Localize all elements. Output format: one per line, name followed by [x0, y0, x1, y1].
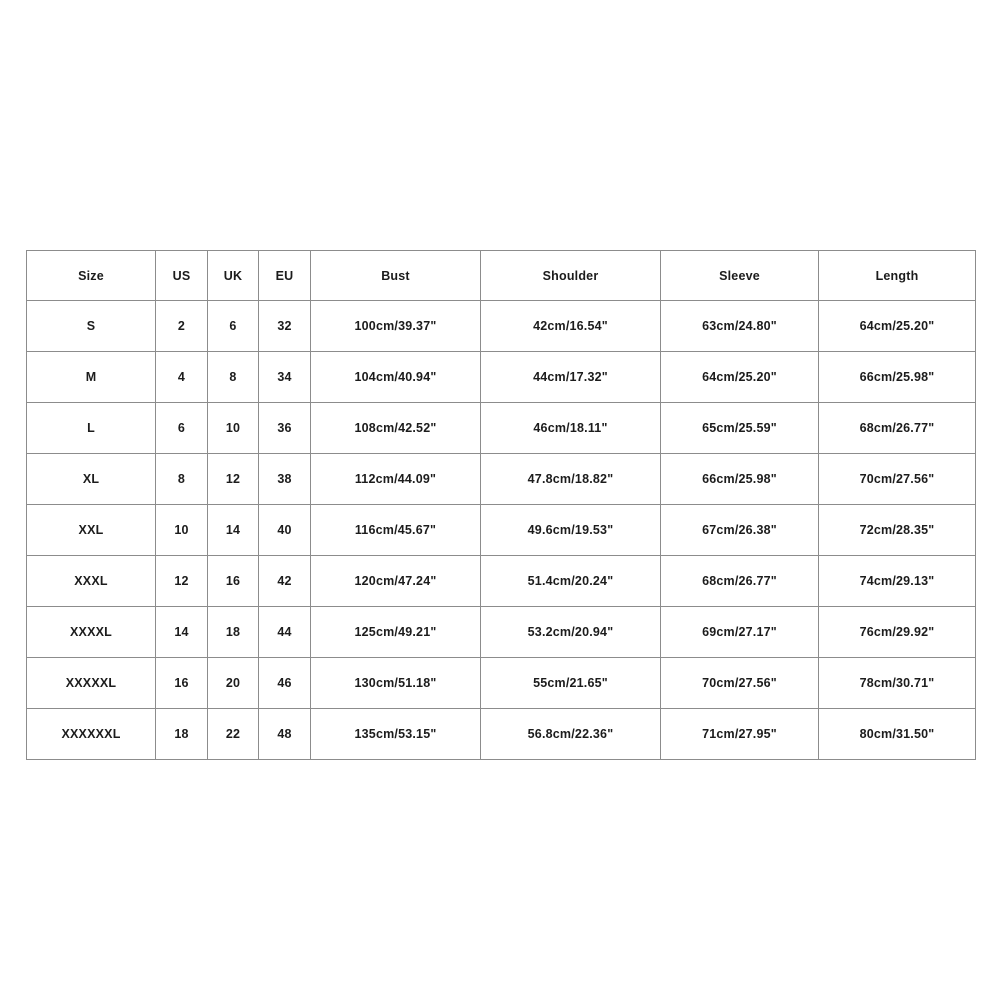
column-header-size: Size: [27, 251, 156, 301]
cell-length: 76cm/29.92": [819, 607, 976, 658]
cell-eu: 32: [259, 301, 311, 352]
column-header-length: Length: [819, 251, 976, 301]
cell-sleeve: 71cm/27.95": [661, 709, 819, 760]
cell-size: XXXXL: [27, 607, 156, 658]
cell-length: 74cm/29.13": [819, 556, 976, 607]
cell-length: 70cm/27.56": [819, 454, 976, 505]
cell-eu: 48: [259, 709, 311, 760]
cell-sleeve: 67cm/26.38": [661, 505, 819, 556]
cell-us: 8: [156, 454, 208, 505]
cell-sleeve: 66cm/25.98": [661, 454, 819, 505]
cell-length: 68cm/26.77": [819, 403, 976, 454]
cell-bust: 120cm/47.24": [311, 556, 481, 607]
table-row: [27, 403, 976, 454]
cell-bust: 108cm/42.52": [311, 403, 481, 454]
column-header-shoulder: Shoulder: [481, 251, 661, 301]
cell-us: 14: [156, 607, 208, 658]
table-row: [27, 556, 976, 607]
cell-us: 10: [156, 505, 208, 556]
cell-uk: 10: [208, 403, 259, 454]
cell-eu: 42: [259, 556, 311, 607]
cell-size: XL: [27, 454, 156, 505]
cell-bust: 130cm/51.18": [311, 658, 481, 709]
size-chart-table: [26, 250, 976, 760]
table-row: [27, 607, 976, 658]
cell-sleeve: 69cm/27.17": [661, 607, 819, 658]
cell-uk: 18: [208, 607, 259, 658]
cell-shoulder: 53.2cm/20.94": [481, 607, 661, 658]
cell-us: 6: [156, 403, 208, 454]
table-row: [27, 709, 976, 760]
column-header-sleeve: Sleeve: [661, 251, 819, 301]
cell-us: 12: [156, 556, 208, 607]
cell-size: M: [27, 352, 156, 403]
cell-sleeve: 64cm/25.20": [661, 352, 819, 403]
cell-size: L: [27, 403, 156, 454]
cell-shoulder: 56.8cm/22.36": [481, 709, 661, 760]
column-header-bust: Bust: [311, 251, 481, 301]
cell-sleeve: 70cm/27.56": [661, 658, 819, 709]
cell-shoulder: 51.4cm/20.24": [481, 556, 661, 607]
cell-eu: 34: [259, 352, 311, 403]
cell-size: XXXL: [27, 556, 156, 607]
cell-size: XXXXXL: [27, 658, 156, 709]
table-body: [27, 301, 976, 760]
cell-bust: 104cm/40.94": [311, 352, 481, 403]
cell-shoulder: 42cm/16.54": [481, 301, 661, 352]
table-header: [27, 251, 976, 301]
cell-shoulder: 47.8cm/18.82": [481, 454, 661, 505]
cell-uk: 12: [208, 454, 259, 505]
cell-sleeve: 68cm/26.77": [661, 556, 819, 607]
cell-uk: 16: [208, 556, 259, 607]
cell-us: 2: [156, 301, 208, 352]
cell-bust: 116cm/45.67": [311, 505, 481, 556]
cell-bust: 112cm/44.09": [311, 454, 481, 505]
cell-eu: 40: [259, 505, 311, 556]
cell-shoulder: 44cm/17.32": [481, 352, 661, 403]
cell-uk: 20: [208, 658, 259, 709]
cell-bust: 135cm/53.15": [311, 709, 481, 760]
cell-eu: 38: [259, 454, 311, 505]
table-row: [27, 658, 976, 709]
cell-sleeve: 65cm/25.59": [661, 403, 819, 454]
cell-uk: 22: [208, 709, 259, 760]
cell-us: 4: [156, 352, 208, 403]
cell-size: XXL: [27, 505, 156, 556]
size-chart-container: [26, 250, 975, 760]
column-header-us: US: [156, 251, 208, 301]
cell-length: 80cm/31.50": [819, 709, 976, 760]
cell-bust: 100cm/39.37": [311, 301, 481, 352]
cell-shoulder: 49.6cm/19.53": [481, 505, 661, 556]
cell-eu: 46: [259, 658, 311, 709]
cell-shoulder: 55cm/21.65": [481, 658, 661, 709]
table-row: [27, 301, 976, 352]
cell-uk: 6: [208, 301, 259, 352]
cell-us: 18: [156, 709, 208, 760]
cell-length: 66cm/25.98": [819, 352, 976, 403]
cell-us: 16: [156, 658, 208, 709]
table-header-row: [27, 251, 976, 301]
cell-size: S: [27, 301, 156, 352]
cell-shoulder: 46cm/18.11": [481, 403, 661, 454]
cell-sleeve: 63cm/24.80": [661, 301, 819, 352]
cell-eu: 36: [259, 403, 311, 454]
cell-bust: 125cm/49.21": [311, 607, 481, 658]
table-row: [27, 505, 976, 556]
column-header-eu: EU: [259, 251, 311, 301]
cell-length: 64cm/25.20": [819, 301, 976, 352]
cell-uk: 8: [208, 352, 259, 403]
cell-length: 72cm/28.35": [819, 505, 976, 556]
cell-eu: 44: [259, 607, 311, 658]
table-row: [27, 454, 976, 505]
table-row: [27, 352, 976, 403]
cell-size: XXXXXXL: [27, 709, 156, 760]
column-header-uk: UK: [208, 251, 259, 301]
cell-length: 78cm/30.71": [819, 658, 976, 709]
cell-uk: 14: [208, 505, 259, 556]
